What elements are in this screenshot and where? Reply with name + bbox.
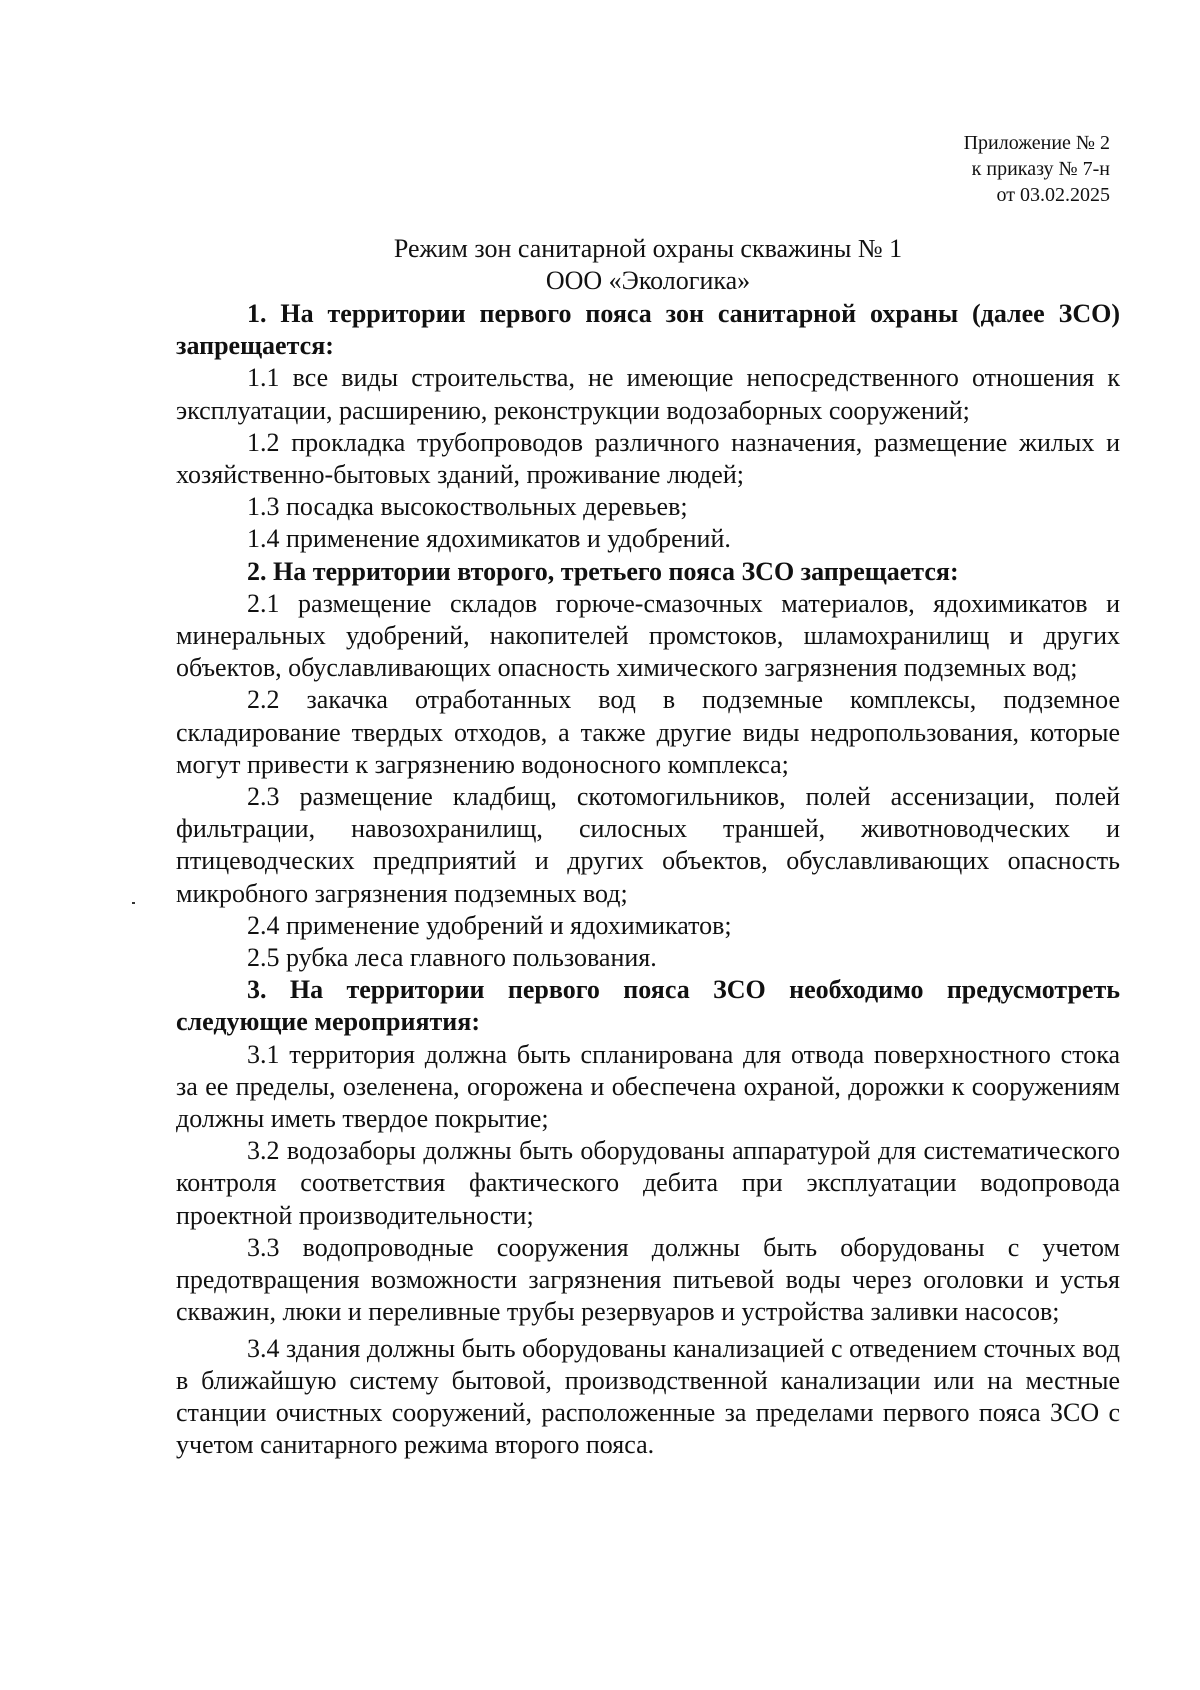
item-3-3: 3.3 водопроводные сооружения должны быть оборудованы с учетом предотвращения возможности загрязнения питьевой воды через оголовки и устья скважин, люки и переливные трубы резервуаров и устройства заливки насосов; <box>176 1232 1120 1327</box>
item-2-1: 2.1 размещение складов горюче-смазочных материалов, ядохимикатов и минеральных удобрений, накопителей промстоков, шламохранилищ и других объектов, обуславливающих опасность химического загрязнения подземных вод; <box>176 588 1120 683</box>
item-3-4: 3.4 здания должны быть оборудованы канализацией с отведением сточных вод в ближайшую систему бытовой, производственной канализации или на местные станции очистных сооружений, расположенные за пределами первого пояса ЗСО с учетом санитарного режима второго пояса. <box>176 1333 1120 1460</box>
annex-line-3: от 03.02.2025 <box>996 184 1110 206</box>
document-body <box>176 298 1120 1461</box>
annex-reference <box>964 130 1110 208</box>
annex-line-2: к приказу № 7-н <box>971 158 1110 180</box>
item-3-2: 3.2 водозаборы должны быть оборудованы аппаратурой для систематического контроля соответствия фактического дебита при эксплуатации водопровода проектной производительности; <box>176 1136 1120 1230</box>
annex-line-1: Приложение № 2 <box>963 132 1110 154</box>
item-1-2: 1.2 прокладка трубопроводов различного назначения, размещение жилых и хозяйственно-бытовых зданий, проживание людей; <box>176 427 1120 490</box>
item-2-5: 2.5 рубка леса главного пользования. <box>247 943 657 973</box>
item-2-4: 2.4 применение удобрений и ядохимикатов; <box>247 910 732 940</box>
item-1-1: 1.1 все виды строительства, не имеющие непосредственного отношения к эксплуатации, расширению, реконструкции водозаборных сооружений; <box>176 363 1120 425</box>
section-1-heading: 1. На территории первого пояса зон санитарной охраны (далее ЗСО) запрещается: <box>176 299 1120 361</box>
title-line-2: ООО «Экологика» <box>545 266 751 295</box>
scan-speck <box>132 902 135 904</box>
section-3-heading: 3. На территории первого пояса ЗСО необходимо предусмотреть следующие мероприятия: <box>176 975 1120 1037</box>
item-1-4: 1.4 применение ядохимикатов и удобрений. <box>247 524 731 554</box>
document-title <box>176 233 1120 297</box>
item-3-1: 3.1 территория должна быть спланирована для отвода поверхностного стока за ее пределы, озеленена, огорожена и обеспечена охраной, дорожки к сооружениям должны иметь твердое покрытие; <box>176 1039 1120 1134</box>
title-line-1: Режим зон санитарной охраны скважины № 1 <box>393 234 903 263</box>
item-1-3: 1.3 посадка высокоствольных деревьев; <box>247 492 688 522</box>
item-2-3: 2.3 размещение кладбищ, скотомогильников, полей ассенизации, полей фильтрации, навозохранилищ, силосных траншей, животноводческих и птицеводческих предприятий и других объектов, обуславливающих опасность микробного загрязнения подземных вод; <box>176 782 1120 908</box>
item-2-2: 2.2 закачка отработанных вод в подземные комплексы, подземное складирование твердых отходов, а также другие виды недропользования, которые могут привести к загрязнению водоносного комплекса; <box>176 685 1120 779</box>
section-2-heading: 2. На территории второго, третьего пояса ЗСО запрещается: <box>247 556 959 586</box>
